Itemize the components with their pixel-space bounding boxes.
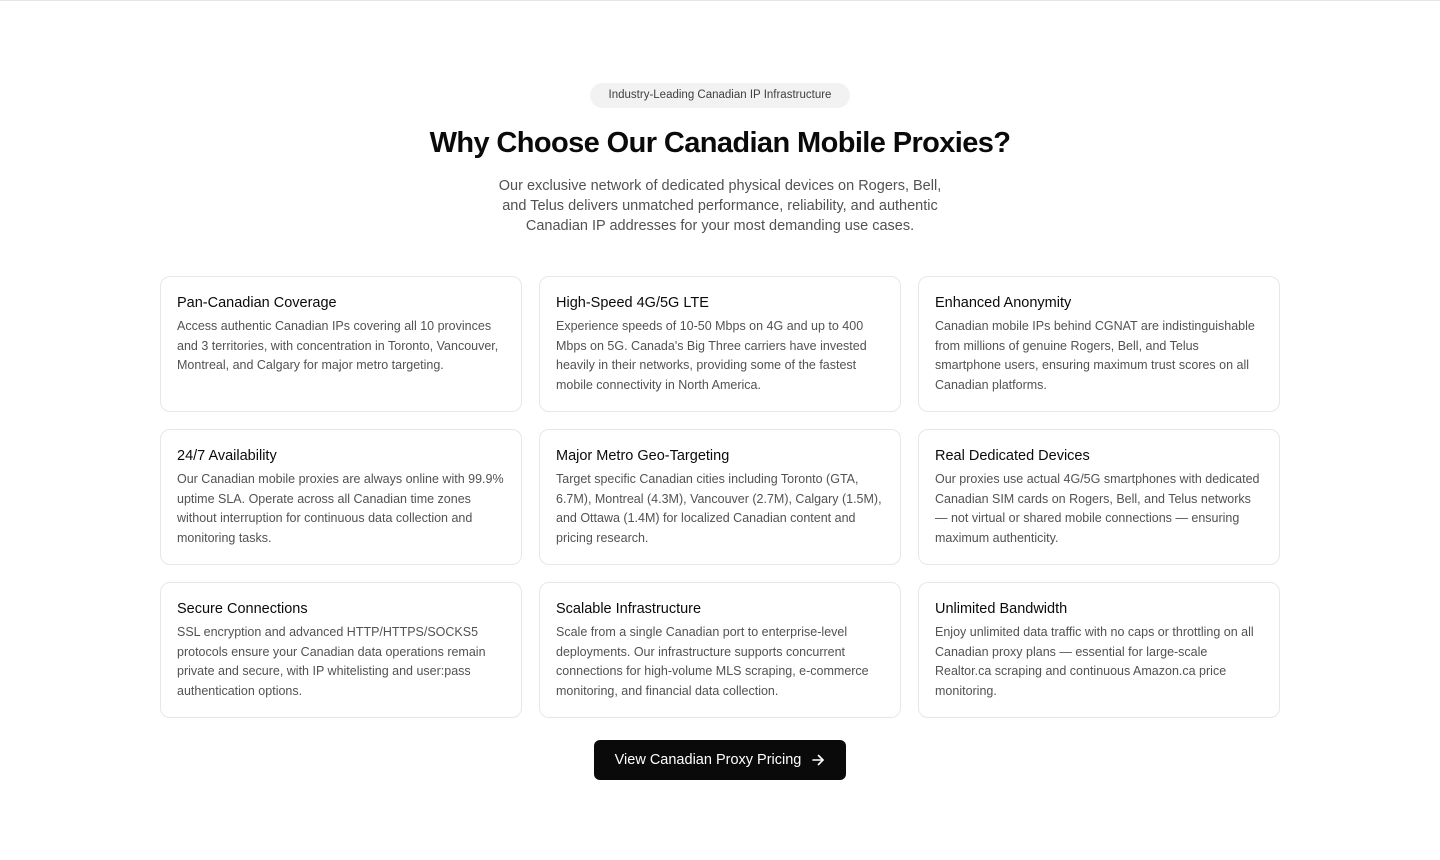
feature-card-title: 24/7 Availability	[177, 448, 277, 464]
feature-card-coverage	[160, 276, 522, 412]
arrow-right-icon	[811, 753, 825, 767]
feature-card-title: Scalable Infrastructure	[556, 601, 702, 617]
feature-card-availability	[160, 429, 522, 565]
feature-card-geo-targeting	[539, 429, 901, 565]
feature-card-security	[160, 582, 522, 718]
feature-card-anonymity	[918, 276, 1280, 412]
feature-card-description: Scale from a single Canadian port to enterprise-level deployments. Our infrastructure supports concurrent connections for high-volume MLS scraping, e-commerce monitoring, and financial data collection.	[556, 625, 869, 698]
feature-card-description: Target specific Canadian cities including Toronto (GTA, 6.7M), Montreal (4.3M), Vancouver (2.7M), Calgary (1.5M), and Ottawa (1.4M) for localized Canadian content and pricing research.	[556, 472, 882, 545]
feature-card-speed	[539, 276, 901, 412]
feature-card-description: Enjoy unlimited data traffic with no caps or throttling on all Canadian proxy plans — essential for large-scale Realtor.ca scraping and continuous Amazon.ca price monitoring.	[935, 625, 1254, 698]
feature-card-dedicated-devices	[918, 429, 1280, 565]
feature-card-title: Pan-Canadian Coverage	[177, 295, 337, 311]
feature-card-description: Our proxies use actual 4G/5G smartphones with dedicated Canadian SIM cards on Rogers, Bell, and Telus networks — not virtual or shared mobile connections — ensuring maximum authenticity.	[935, 472, 1260, 545]
feature-card-description: Experience speeds of 10-50 Mbps on 4G and up to 400 Mbps on 5G. Canada's Big Three carriers have invested heavily in their networks, providing some of the fastest mobile connectivity in North America.	[556, 319, 867, 392]
section-title: Why Choose Our Canadian Mobile Proxies?	[429, 127, 1011, 159]
feature-card-description: Canadian mobile IPs behind CGNAT are indistinguishable from millions of genuine Rogers, Bell, and Telus smartphone users, ensuring maximum trust scores on all Canadian platforms.	[935, 319, 1255, 392]
feature-card-scalability	[539, 582, 901, 718]
feature-grid	[160, 276, 1280, 718]
feature-card-description: SSL encryption and advanced HTTP/HTTPS/SOCKS5 protocols ensure your Canadian data operations remain private and secure, with IP whitelisting and user:pass authentication options.	[177, 625, 486, 698]
feature-card-description: Access authentic Canadian IPs covering all 10 provinces and 3 territories, with concentration in Toronto, Vancouver, Montreal, and Calgary for major metro targeting.	[177, 319, 499, 372]
feature-card-description: Our Canadian mobile proxies are always online with 99.9% uptime SLA. Operate across all Canadian time zones without interruption for continuous data collection and monitoring tasks.	[177, 472, 504, 545]
view-pricing-button[interactable]	[594, 740, 846, 780]
feature-card-title: High-Speed 4G/5G LTE	[556, 295, 709, 311]
feature-card-title: Secure Connections	[177, 601, 308, 617]
view-pricing-button-label: View Canadian Proxy Pricing	[614, 752, 802, 768]
feature-card-title: Enhanced Anonymity	[935, 295, 1072, 311]
feature-card-title: Unlimited Bandwidth	[935, 601, 1068, 617]
feature-card-title: Real Dedicated Devices	[935, 448, 1090, 464]
feature-card-title: Major Metro Geo-Targeting	[556, 448, 730, 464]
section-subtitle: Our exclusive network of dedicated physical devices on Rogers, Bell, and Telus delivers unmatched performance, reliability, and authentic Canadian IP addresses for your most demanding use cases.	[498, 178, 942, 234]
feature-card-bandwidth	[918, 582, 1280, 718]
section-badge: Industry-Leading Canadian IP Infrastructure	[590, 83, 850, 108]
